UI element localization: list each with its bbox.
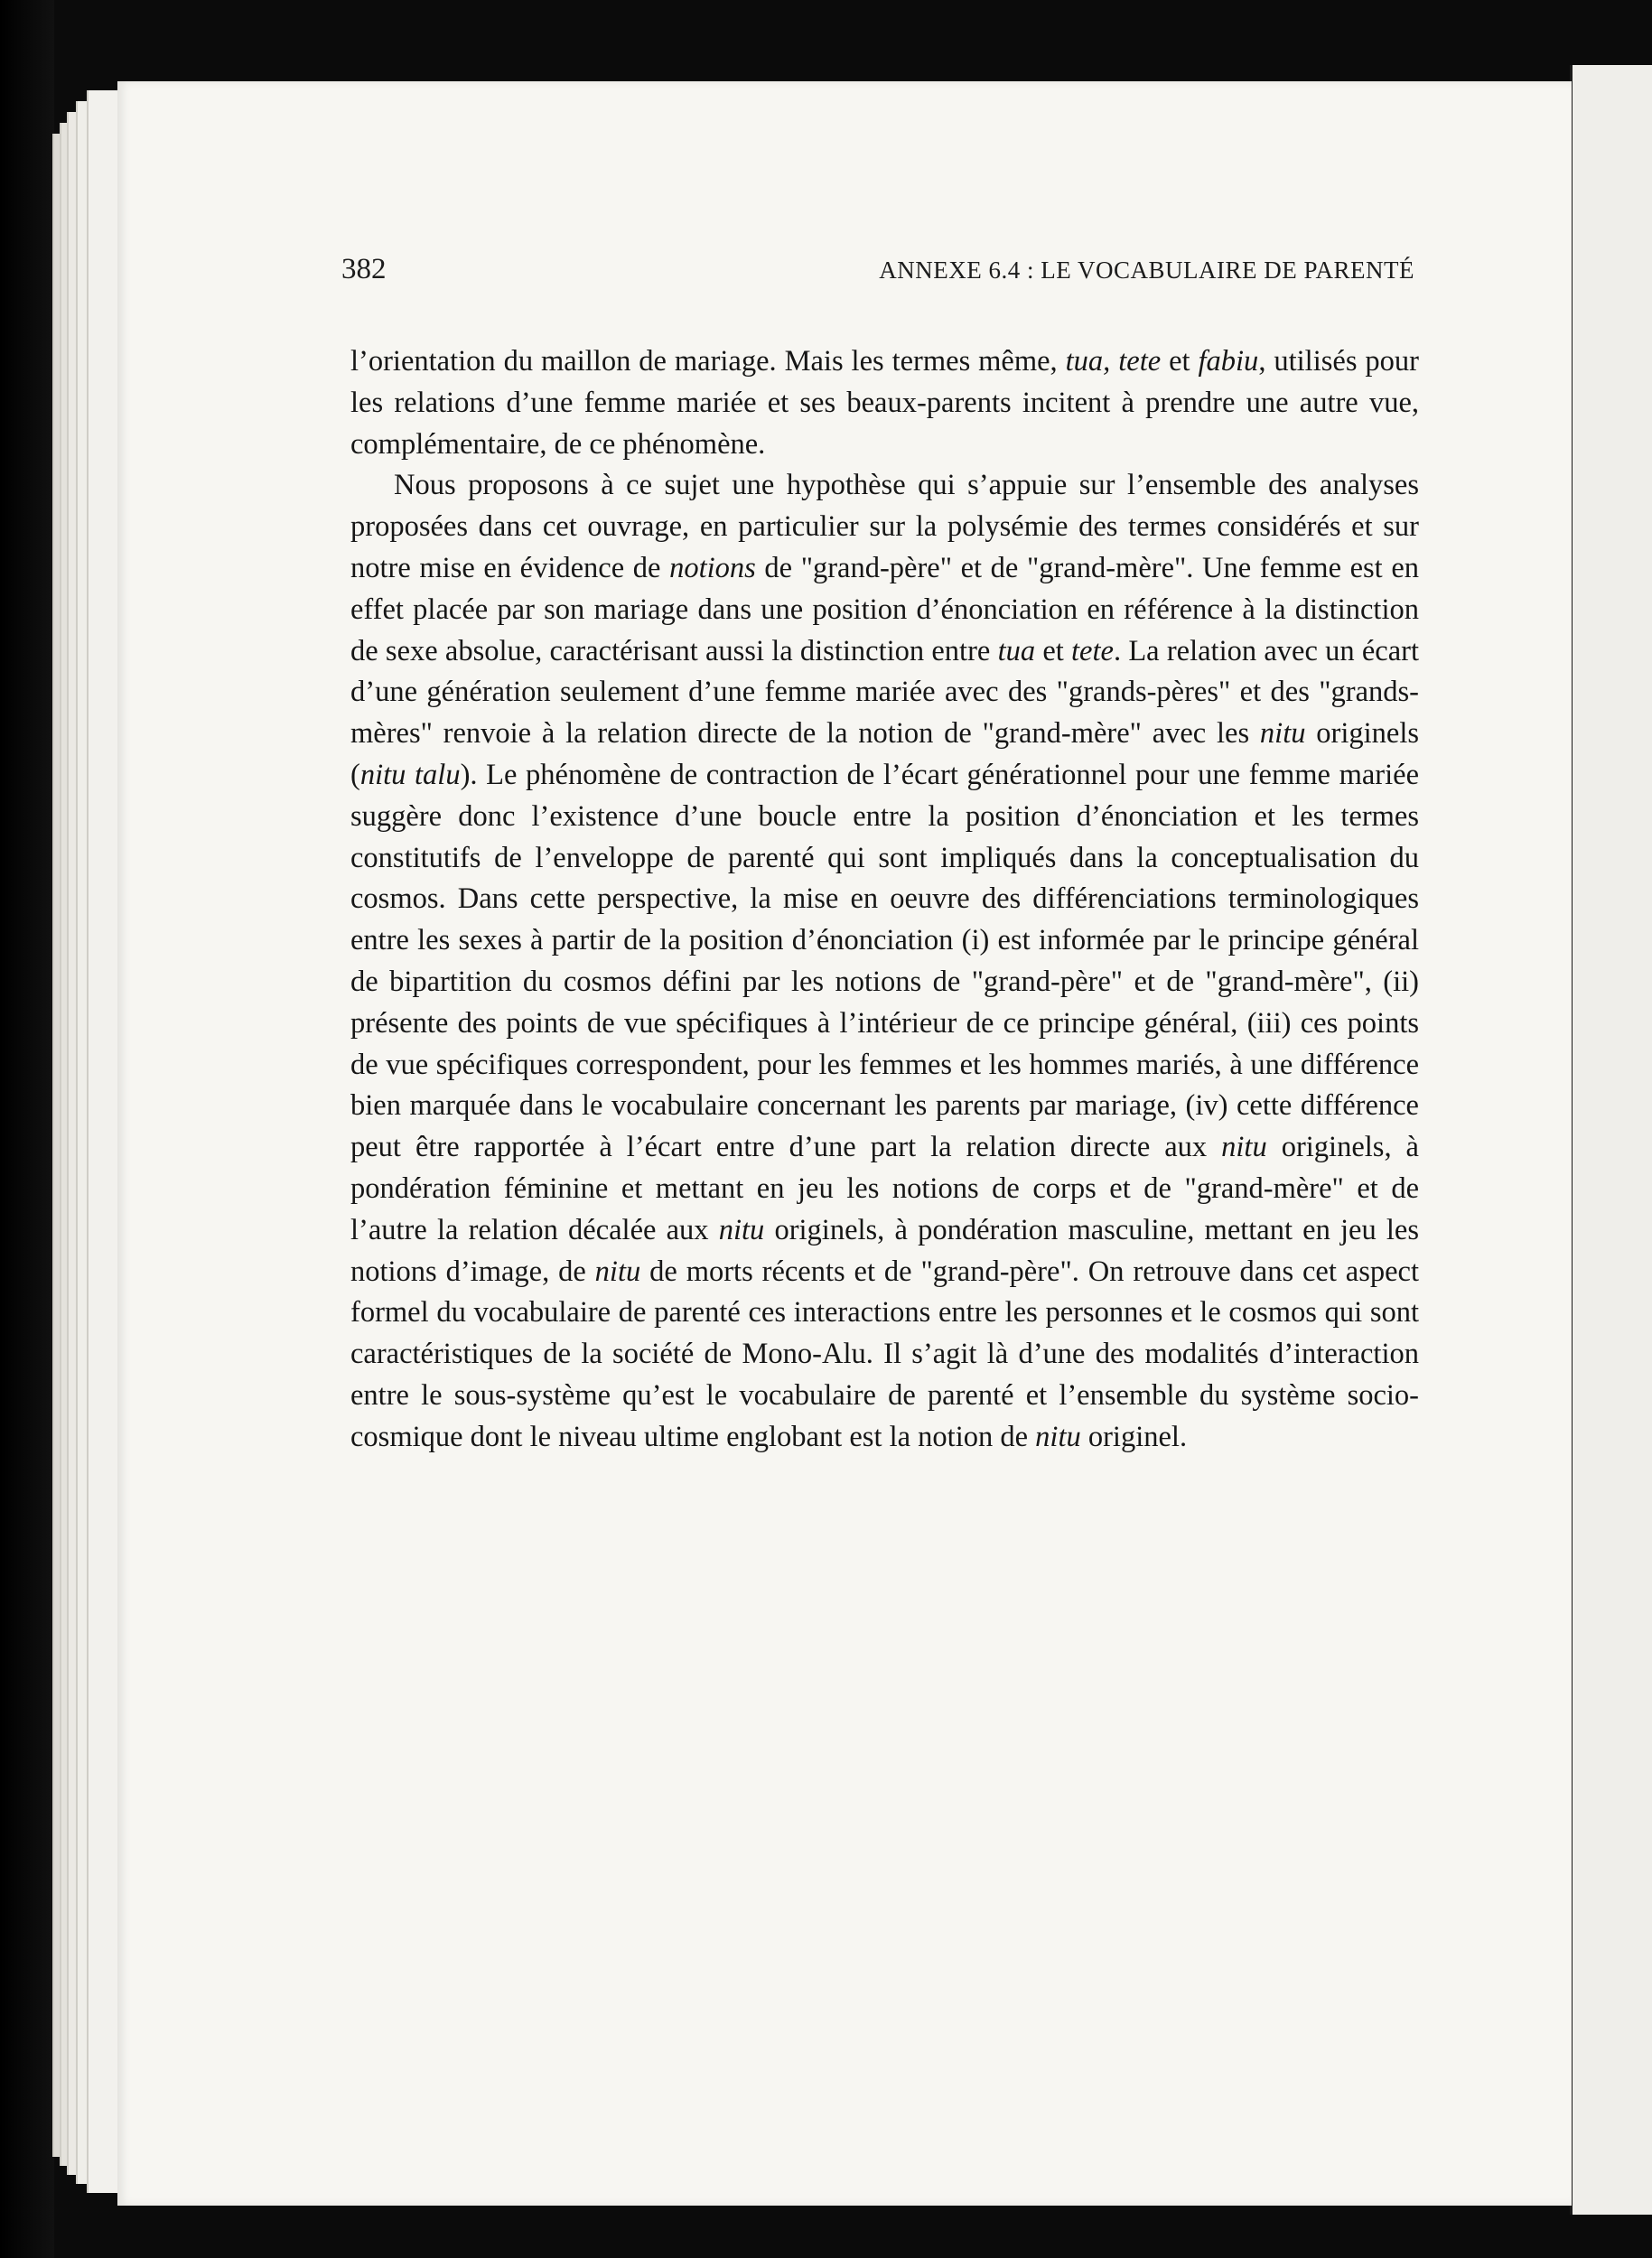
paragraph [350, 465, 1419, 1458]
body-text [350, 341, 1419, 1459]
italic-term: nitu talu [359, 758, 461, 791]
text-run: originels, à pondération masculine, mettant en jeu les notions d’image, de [350, 1213, 1419, 1288]
italic-term: fabiu [1198, 345, 1259, 378]
text-run: originels ( [350, 717, 1420, 791]
text-run: , utilisés pour les relations d’une femme mariée et ses beaux-parents incitent à prendre une autre vue, complémentaire, de ce phénomène. [350, 345, 1419, 461]
italic-term: nitu [1221, 1131, 1267, 1164]
page-header [341, 253, 1414, 298]
italic-term: notions [669, 551, 756, 584]
text-run: de morts récents et de "grand-père". On retrouve dans cet aspect formel du vocabulaire de parenté ces interactions entre les personnes et le cosmos qui sont caractéristiques de la société de Mono-Alu. Il s’agit là d’une des modalités d’interaction entre le sous-système qu’est le vocabulaire de parenté et l’ensemble du système socio-cosmique dont le niveau ultime englobant est la notion de [350, 1255, 1419, 1453]
background [0, 0, 54, 2258]
italic-term: tua, tete [1065, 345, 1162, 378]
text-run: . La relation avec un écart d’une génération seulement d’une femme mariée avec des "grands-pères" et des "grands-mères" renvoie à la relation directe de la notion de "grand-mère" avec les [350, 634, 1419, 751]
italic-term: nitu [1035, 1420, 1081, 1453]
italic-term: tua [997, 634, 1036, 667]
page-number: 382 [341, 253, 387, 285]
text-run: et [1161, 345, 1199, 378]
italic-term: nitu [1259, 717, 1306, 751]
italic-term: tete [1071, 634, 1114, 667]
text-run: ). Le phénomène de contraction de l’écart générationnel pour une femme mariée suggère donc l’existence d’une boucle entre la position d’énonciation et les termes constitutifs de l’enveloppe de parenté qui sont impliqués dans la conceptualisation du cosmos. Dans cette perspective, la mise en oeuvre des différenciations terminologiques entre les sexes à partir de la position d’énonciation (i) est informée par le principe général de bipartition du cosmos défini par les notions de "grand-père" et de "grand-mère", (ii) présente des points de vue spécifiques à l’intérieur de ce principe général, (iii) ces points de vue spécifiques correspondent, pour les femmes et les hommes mariés, à une différence bien marquée dans le vocabulaire concernant les parents par mariage, (iv) cette différence peut être rapportée à l’écart entre d’une part la relation directe aux [350, 758, 1419, 1164]
italic-term: nitu [594, 1255, 641, 1288]
text-run: et [1035, 634, 1072, 667]
text-run: de "grand-père" et de "grand-mère". Une femme est en effet placée par son mariage dans une position d’énonciation en référence à la distinction de sexe absolue, caractérisant aussi la distinction entre [350, 551, 1419, 667]
text-run: Nous proposons à ce sujet une hypothèse qui s’appuie sur l’ensemble des analyses proposées dans cet ouvrage, en particulier sur la polysémie des termes considérés et sur notre mise en évidence de [350, 469, 1419, 584]
italic-term: nitu [718, 1213, 765, 1246]
running-head: ANNEXE 6.4 : LE VOCABULAIRE DE PARENTÉ [879, 257, 1414, 284]
text-run: l’orientation du maillon de mariage. Mais les termes même, [350, 345, 1066, 378]
text-run: originel. [1080, 1420, 1188, 1453]
text-run: originels, à pondération féminine et mettant en jeu les notions de corps et de "grand-mère" et de l’autre la relation décalée aux [350, 1131, 1419, 1246]
paragraph [350, 341, 1419, 465]
facing-page-edge [1570, 65, 1652, 2215]
